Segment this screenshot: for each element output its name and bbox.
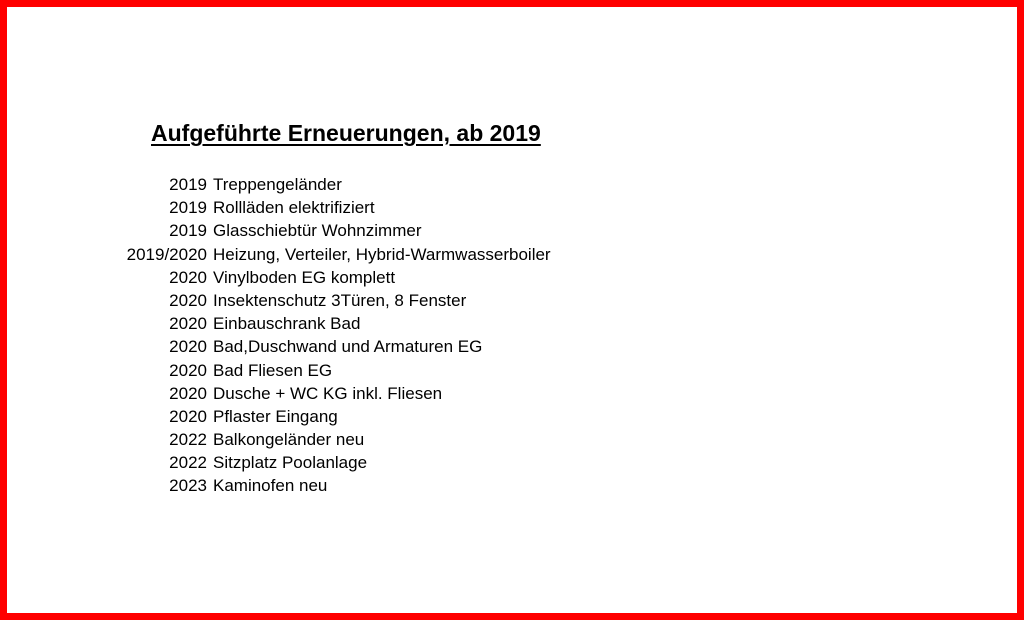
- entry-year: 2022: [169, 453, 207, 473]
- list-item: [0, 405, 800, 428]
- entry-year: 2019: [169, 221, 207, 241]
- list-item: [0, 289, 800, 312]
- entry-description: Pflaster Eingang: [213, 406, 338, 426]
- list-item: [0, 312, 800, 335]
- entry-description: Kaminofen neu: [213, 476, 328, 496]
- list-item: [0, 474, 800, 497]
- list-item: [0, 382, 800, 405]
- entry-year: 2019: [169, 175, 207, 194]
- entry-year: 2020: [169, 406, 207, 426]
- list-item: [0, 359, 800, 382]
- entry-description: Sitzplatz Poolanlage: [213, 453, 368, 473]
- entry-description: Bad,Duschwand und Armaturen EG: [213, 337, 483, 357]
- list-item: [0, 428, 800, 451]
- entry-description: Treppengeländer: [213, 175, 342, 194]
- entry-description: Rollläden elektrifiziert: [213, 198, 375, 218]
- entry-year: 2022: [169, 430, 207, 450]
- list-item: [0, 196, 800, 219]
- list-item: [0, 173, 800, 196]
- entry-description: Insektenschutz 3Türen, 8 Fenster: [213, 290, 467, 310]
- list-item: [0, 243, 800, 266]
- list-item: [0, 451, 800, 474]
- entry-description: Heizung, Verteiler, Hybrid-Warmwasserboiler: [213, 244, 551, 264]
- entry-description: Glasschiebtür Wohnzimmer: [213, 221, 422, 241]
- entry-description: Vinylboden EG komplett: [213, 267, 396, 287]
- entry-year: 2020: [169, 360, 207, 380]
- renovation-list: [0, 173, 800, 498]
- entry-year: 2019/2020: [126, 244, 207, 264]
- entry-year: 2020: [169, 290, 207, 310]
- list-item: [0, 266, 800, 289]
- entry-description: Bad Fliesen EG: [213, 360, 333, 380]
- entry-description: Dusche + WC KG inkl. Fliesen: [213, 383, 443, 403]
- entry-year: 2020: [169, 383, 207, 403]
- entry-year: 2019: [169, 198, 207, 218]
- document-title: Aufgeführte Erneuerungen, ab 2019: [151, 120, 541, 146]
- entry-year: 2020: [169, 314, 207, 334]
- entry-year: 2020: [169, 267, 207, 287]
- entry-description: Balkongeländer neu: [213, 430, 365, 450]
- entry-description: Einbauschrank Bad: [213, 314, 361, 334]
- entry-year: 2023: [169, 476, 207, 496]
- entry-year: 2020: [169, 337, 207, 357]
- list-item: [0, 219, 800, 242]
- list-item: [0, 335, 800, 358]
